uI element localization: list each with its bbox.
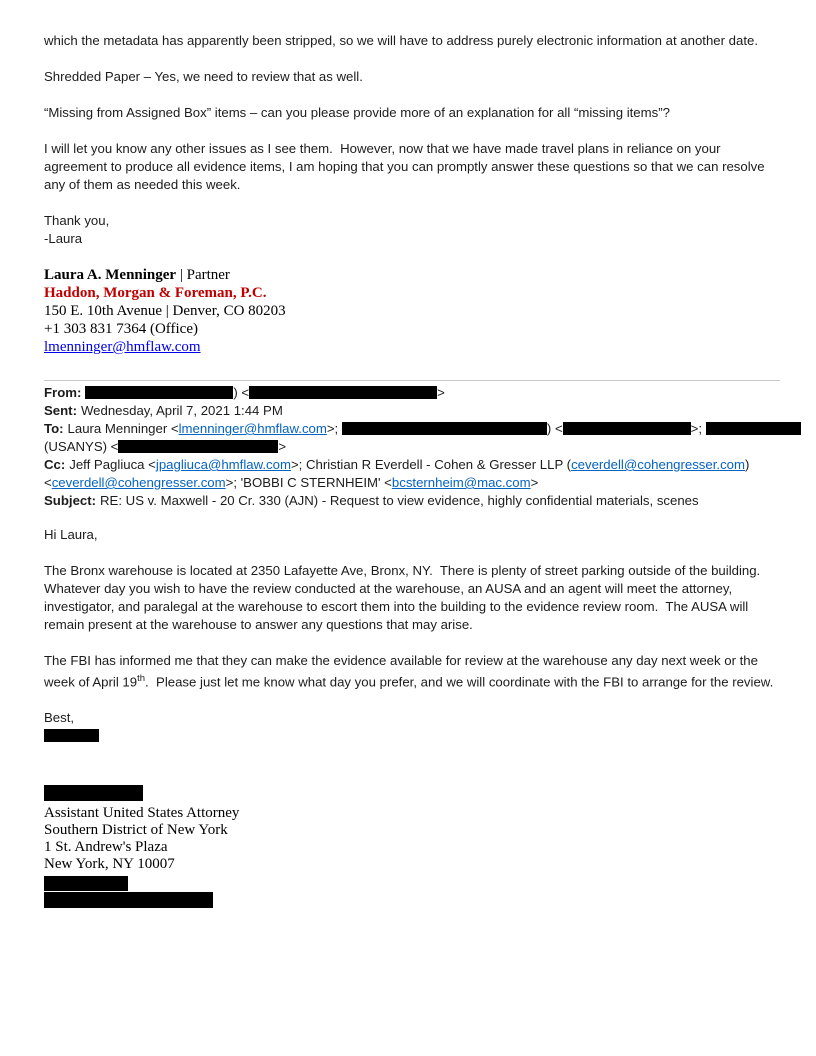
to-pre-text: Laura Menninger < (67, 421, 179, 436)
ordinal-superscript: th (137, 673, 146, 684)
message-header (44, 384, 780, 510)
signature-email-link[interactable]: lmenninger@hmflaw.com (44, 339, 201, 355)
signature-title: Partner (186, 267, 230, 283)
redaction-bar (563, 422, 691, 435)
signature-name-line (44, 266, 780, 284)
subject-value: RE: US v. Maxwell - 20 Cr. 330 (AJN) - Request to view evidence, highly confidential materials, scenes (100, 493, 699, 508)
cc-end1-text: ) (744, 457, 750, 472)
ausa-signature-block (44, 785, 780, 908)
fbi-text-post: . Please just let me know what day you prefer, and we will coordinate with the FBI to arrange for the review. (145, 674, 774, 690)
paragraph-warehouse: The Bronx warehouse is located at 2350 Lafayette Ave, Bronx, NY. There is plenty of street parking outside of the building. Whatever day you wish to have the review conducted at the warehouse, an AUSA and an agent will meet the attorney, investigator, and paralegal at the warehouse to escort them into the building to the evidence review room. The AUSA will remain present at the warehouse to answer any questions that may arise. (44, 563, 768, 632)
redaction-bar (342, 422, 547, 435)
paragraph-missing-box: “Missing from Assigned Box” items – can you please provide more of an explanation for all “missing items”? (44, 105, 670, 120)
to-email-link[interactable]: lmenninger@hmflaw.com (178, 421, 327, 436)
cc-email-link-4[interactable]: bcsternheim@mac.com (391, 475, 531, 490)
header-to-row (44, 420, 780, 438)
header-cc-row (44, 456, 780, 474)
ausa-signature-text (44, 805, 780, 873)
header-cc-row-2 (44, 474, 780, 492)
cc-email-link-1[interactable]: jpagliuca@hmflaw.com (155, 457, 291, 472)
cc-line2-pre-text: < (44, 475, 52, 490)
cc-email-link-3[interactable]: ceverdell@cohengresser.com (51, 475, 226, 490)
redaction-bar (118, 440, 278, 453)
paragraph-shredded-paper: Shredded Paper – Yes, we need to review that as well. (44, 69, 363, 84)
redaction-bar (44, 876, 128, 891)
signature-separator: | (176, 267, 187, 283)
redaction-bar (706, 422, 801, 435)
from-mid-text: ) < (233, 385, 250, 400)
to-line2-end-text: > (278, 439, 287, 454)
ausa-address-2: New York, NY 10007 (44, 856, 175, 873)
subject-label: Subject: (44, 493, 97, 508)
sent-label: Sent: (44, 403, 77, 418)
to-label: To: (44, 421, 64, 436)
redaction-bar (44, 892, 213, 908)
cc-email-link-2[interactable]: ceverdell@cohengresser.com (571, 457, 745, 472)
signature-phone: +1 303 831 7364 (Office) (44, 321, 198, 337)
cc-pre-text: Jeff Pagliuca < (69, 457, 156, 472)
header-to-row-2 (44, 438, 780, 456)
cc-line2-end-text: > (530, 475, 539, 490)
to-sep1-text: >; (326, 421, 342, 436)
signoff-laura: -Laura (44, 231, 83, 246)
closing-best: Best, (44, 710, 75, 726)
signature-address: 150 E. 10th Avenue | Denver, CO 80203 (44, 303, 286, 319)
paragraph-fbi (44, 652, 780, 691)
menninger-signature-block (44, 266, 780, 356)
message-divider (44, 380, 780, 381)
redaction-bar (44, 729, 99, 742)
redaction-bar (249, 386, 437, 399)
cc-mid1-text: >; Christian R Everdell - Cohen & Gresser LLP ( (290, 457, 572, 472)
fbi-text-pre: The FBI has informed me that they can make the evidence available for review at the warehouse any day next week or the week of April 19 (44, 653, 762, 690)
cc-label: Cc: (44, 457, 66, 472)
email-reply-body (44, 526, 780, 747)
email-top-body (44, 32, 780, 248)
from-label: From: (44, 385, 82, 400)
greeting-hi-laura: Hi Laura, (44, 527, 98, 542)
header-subject-row (44, 492, 780, 510)
from-end-text: > (437, 385, 445, 400)
ausa-district: Southern District of New York (44, 822, 228, 839)
signature-name: Laura A. Menninger (44, 267, 177, 283)
paragraph-metadata: which the metadata has apparently been stripped, so we will have to address purely electronic information at another date. (44, 33, 759, 48)
header-sent-row (44, 402, 780, 420)
to-usanys-text: (USANYS) < (44, 439, 119, 454)
redaction-bar (85, 386, 233, 399)
redaction-bar (44, 785, 143, 801)
cc-mid2-text: >; 'BOBBI C STERNHEIM' < (225, 475, 392, 490)
to-mid-text: ) < (546, 421, 563, 436)
header-from-row (44, 384, 780, 402)
sent-value: Wednesday, April 7, 2021 1:44 PM (80, 403, 283, 418)
closing-thank-you: Thank you, (44, 213, 110, 228)
paragraph-travel-plans: I will let you know any other issues as I see them. However, now that we have made travel plans in reliance on your agreement to produce all evidence items, I am hoping that you can promptly answer these questions so that we can resolve any of them as needed this week. (44, 141, 769, 192)
ausa-title: Assistant United States Attorney (44, 805, 240, 822)
signature-firm: Haddon, Morgan & Foreman, P.C. (44, 285, 267, 301)
to-sep2-text: >; (690, 421, 706, 436)
ausa-address-1: 1 St. Andrew's Plaza (44, 839, 168, 856)
